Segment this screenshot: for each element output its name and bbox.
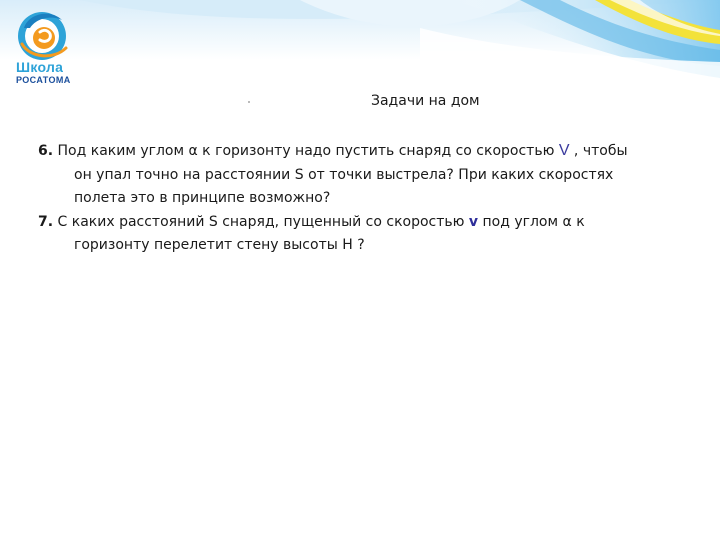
- header-banner: [0, 0, 720, 90]
- task-line: [38, 139, 710, 164]
- task-line: горизонту перелетит стену высоты H ?: [74, 237, 365, 253]
- task-line: полета это в принципе возможно?: [74, 190, 331, 206]
- task-6: [38, 139, 710, 211]
- velocity-variable: v: [468, 213, 479, 230]
- page-title: Задачи на дом: [371, 93, 480, 109]
- logo-word: Школа: [16, 59, 64, 75]
- task-line: он упал точно на расстоянии S от точки выстрела? При каких скоростях: [74, 166, 614, 183]
- task-number: 6.: [38, 143, 54, 159]
- velocity-variable: V: [558, 142, 570, 159]
- task-7: [38, 211, 710, 258]
- task-number: 7.: [38, 213, 54, 230]
- task-text: С каких расстояний S снаряд, пущенный со скоростью: [53, 213, 469, 230]
- logo-text: [16, 60, 71, 85]
- decorative-dot: [248, 101, 250, 103]
- task-list: [38, 139, 710, 258]
- task-line: [38, 211, 710, 235]
- logo-emblem-icon: [10, 6, 92, 62]
- header-background-graphic: [0, 0, 720, 90]
- task-text: , чтобы: [569, 143, 628, 159]
- logo-org-name: РОСАТОМА: [16, 75, 71, 85]
- task-text: под углом α к: [478, 213, 585, 230]
- task-text: Под каким углом α к горизонту надо пустить снаряд со скоростью: [53, 143, 559, 159]
